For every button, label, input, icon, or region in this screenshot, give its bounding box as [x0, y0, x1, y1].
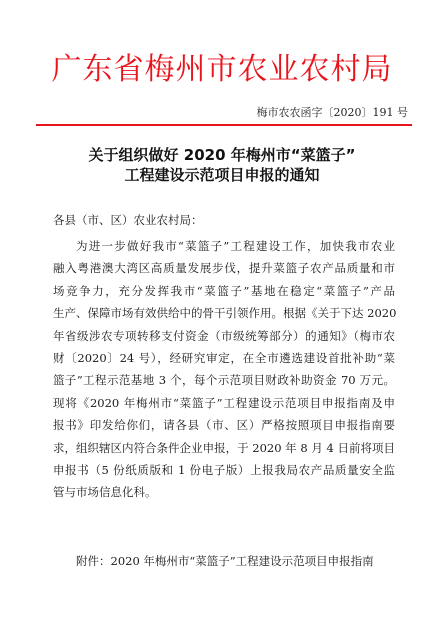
body-line: 篮子”工程示范基地 3 个，每个示范项目财政补助资金 70 万元。 — [53, 373, 395, 388]
issuing-authority-header: 广东省梅州市农业农村局 — [51, 52, 393, 87]
body-line: 求，组织辖区内符合条件企业申报，于 2020 年 8 月 4 日前将项目 — [53, 440, 395, 455]
document-title-line-1: 关于组织做好 2020 年梅州市“菜篮子” — [88, 146, 356, 164]
body-line: 申报书（5 份纸质版和 1 份电子版）上报我局农产品质量安全监 — [53, 463, 395, 478]
body-line: 管与市场信息化科。 — [53, 485, 157, 500]
body-line: 报书》印发给你们，请各县（市、区）严格按照项目申报指南要 — [53, 418, 395, 433]
body-line: 财〔2020〕24 号），经研究审定，在全市遴选建设首批补助“菜 — [53, 351, 395, 366]
salutation: 各县（市、区）农业农村局： — [53, 213, 203, 227]
document-number: 梅市农农函字〔2020〕191 号 — [256, 106, 408, 119]
body-line: 现将《2020 年梅州市“菜篮子”工程建设示范项目申报指南及申 — [53, 395, 395, 410]
body-line: 年省级涉农专项转移支付资金（市级统筹部分）的通知》（梅市农 — [53, 328, 395, 343]
body-line: 场竞争力，充分发挥我市“菜篮子”基地在稳定“菜篮子”产品 — [53, 283, 395, 298]
body-line: 生产、保障市场有效供给中的骨干引领作用。根据《关于下达 2020 — [53, 306, 397, 321]
document-title-line-2: 工程建设示范项目申报的通知 — [124, 166, 320, 184]
body-line: 为进一步做好我市“菜篮子”工程建设工作，加快我市农业 — [76, 239, 395, 253]
body-line: 融入粤港澳大湾区高质量发展步伐，提升菜篮子农产品质量和市 — [53, 261, 395, 276]
attachment-note: 附件：2020 年梅州市“菜篮子”工程建设示范项目申报指南 — [76, 554, 374, 568]
red-divider-line — [36, 124, 412, 126]
body-paragraph — [53, 235, 395, 504]
document-title — [0, 145, 444, 185]
